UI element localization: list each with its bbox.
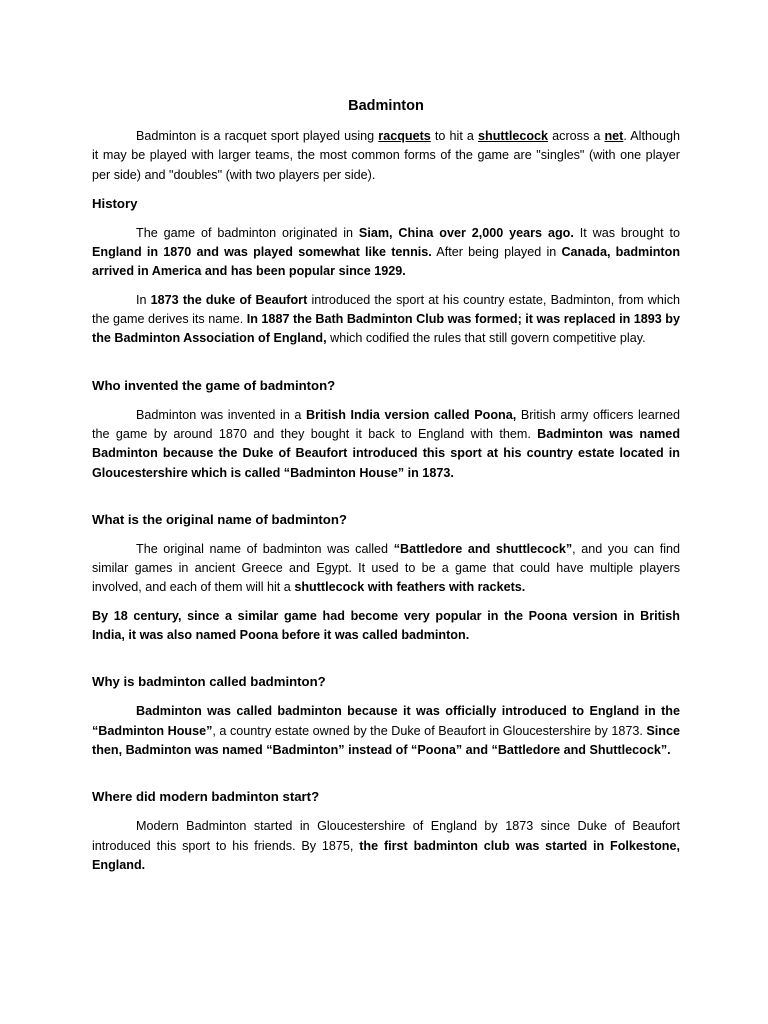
why-called-heading: Why is badminton called badminton? [92,674,326,690]
history-p1-text-2: It was brought to [573,225,680,240]
history-p2-text-3: which codified the rules that still govern competitive play. [326,331,646,346]
intro-text-2: to hit a [430,129,479,143]
intro-text-1: Badminton is a racquet sport played using [136,129,379,143]
original-p1-bold-1: “Battledore and shuttlecock” [393,541,573,556]
history-p2-text-1: In [136,292,151,307]
who-p1-bold-2: Badminton was named Badminton because the Duke of Beaufort introduced this sport at his country estate located in Gloucestershire which is called “Badminton House” in 1873. [92,426,681,480]
original-p1-text-1: The original name of badminton was called [136,541,394,556]
original-name-paragraph-1 [92,540,680,598]
link-shuttlecock[interactable]: shuttlecock [478,129,549,143]
original-p1-bold-2: shuttlecock with feathers with rackets. [294,580,526,595]
original-name-paragraph-2 [92,607,680,646]
history-p1-bold-2: England in 1870 and was played somewhat like tennis. [92,245,432,260]
where-p1-text-1: Modern Badminton started in Gloucestershire of England by 1873 since Duke of Beaufort introduced this sport to his friends. By 1875, [92,819,680,853]
where-start-paragraph [92,817,680,875]
history-p2-bold-1: 1873 the duke of Beaufort [150,292,308,307]
history-p1-text-1: The game of badminton originated in [136,225,359,240]
intro-paragraph [92,127,680,185]
why-p1-text-1: , a country estate owned by the Duke of Beaufort in Gloucestershire by 1873. [212,723,647,738]
why-p1-bold-1: Badminton was called badminton because it was officially introduced to England in the “Badminton House” [92,704,680,738]
original-p1-text-2: , and you can find similar games in ancient Greece and Egypt. It used to be a game that could have multiple players involved, and each of them will hit a [92,541,681,595]
original-name-heading: What is the original name of badminton? [92,511,347,527]
history-p2-bold-2: In 1887 the Bath Badminton Club was formed; it was replaced in 1893 by the Badminton Association of England, [92,312,680,346]
intro-text-3: across a [548,129,605,143]
link-net[interactable]: net [604,129,624,143]
who-p1-text-2: British army officers learned the game by around 1870 and they bought it back to England with them. [92,407,680,441]
document-title: Badminton [348,98,424,114]
who-invented-paragraph [92,406,680,483]
intro-text-4: . Although it may be played with larger teams, the most common forms of the game are "singles" (with one player per side) and "doubles" (with two players per side). [92,129,680,182]
where-p1-bold-1: the first badminton club was started in Folkestone, England. [92,838,681,872]
who-invented-heading: Who invented the game of badminton? [92,377,336,393]
history-p1-bold-3: Canada, badminton arrived in America and has been popular since 1929. [92,245,681,279]
where-start-heading: Where did modern badminton start? [92,789,320,805]
history-p1-text-3: After being played in [431,245,562,260]
history-p1-bold-1: Siam, China over 2,000 years ago. [358,225,574,240]
why-p1-bold-2: Since then, Badminton was named “Badminton” instead of “Poona” and “Battledore and Shuttlecock”. [92,723,680,757]
who-p1-bold-1: British India version called Poona, [306,407,517,422]
history-p2-text-2: introduced the sport at his country estate, Badminton, from which the game derives its name. [92,292,680,327]
history-paragraph-2 [92,291,680,349]
original-p2-bold: By 18 century, since a similar game had become very popular in the Poona version in British India, it was also named Poona before it was called badminton. [92,608,680,643]
who-p1-text-1: Badminton was invented in a [136,407,307,422]
history-paragraph-1 [92,224,680,282]
why-called-paragraph [92,702,680,760]
link-racquets[interactable]: racquets [378,129,431,143]
history-heading: History [92,195,138,211]
